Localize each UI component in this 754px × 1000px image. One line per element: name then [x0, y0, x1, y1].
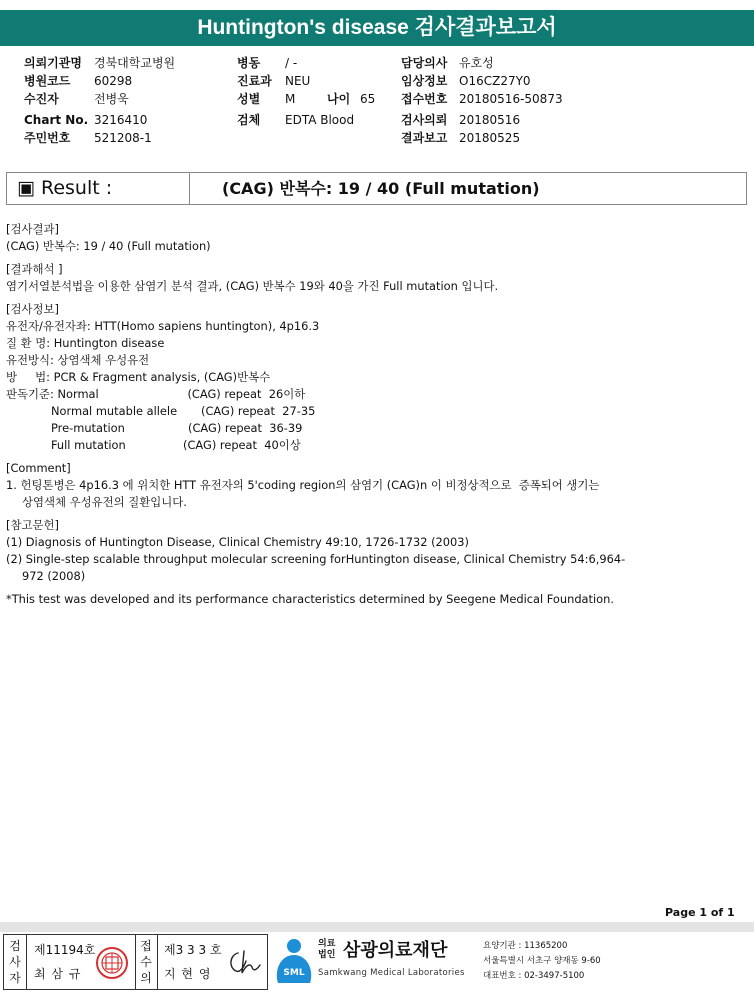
- info-value: O16CZ27Y0: [459, 74, 531, 88]
- criteria-range: (CAG) repeat 26이하: [187, 387, 306, 401]
- info-value: 20180516: [459, 113, 521, 127]
- info-row: [401, 111, 520, 129]
- receiver-label-char: 접: [140, 939, 152, 953]
- inheritance-mode: 유전방식: 상염색체 우성유전: [6, 353, 150, 367]
- comment-line: 상염색체 우성유전의 질환입니다.: [22, 495, 187, 509]
- info-key: Chart No.: [24, 113, 89, 127]
- info-row: [237, 90, 295, 108]
- criteria-row: [6, 420, 748, 437]
- disease-name: 질 환 명: Huntington disease: [6, 336, 165, 350]
- test-method: 방 법: PCR & Fragment analysis, (CAG)반복수: [6, 370, 271, 384]
- info-row: [237, 111, 354, 129]
- info-row: [401, 129, 520, 147]
- info-key: 나이: [327, 92, 351, 106]
- institution-code: 요양기관 : 11365200: [483, 941, 568, 951]
- reference-item: (1) Diagnosis of Huntington Disease, Clinical Chemistry 49:10, 1726-1732 (2003): [6, 535, 469, 549]
- report-title: Huntington's disease 검사결과보고서: [0, 10, 754, 46]
- criteria-name: Pre-mutation: [51, 421, 125, 435]
- disclaimer: *This test was developed and its performance characteristics determined by Seegene Medical Foundation.: [6, 592, 614, 606]
- criteria-row: [6, 403, 748, 420]
- info-value: 521208-1: [94, 131, 152, 145]
- result-value: (CAG) 반복수: 19 / 40 (Full mutation): [222, 179, 540, 198]
- info-key: 검체: [237, 113, 261, 127]
- patient-info: [0, 54, 754, 150]
- result-label: ▣ Result :: [17, 177, 113, 199]
- receiver-name: 지 현 영: [164, 967, 212, 981]
- info-key: 진료과: [237, 74, 272, 88]
- org-prefix-line: 법인: [318, 950, 336, 960]
- info-key: 임상정보: [401, 74, 448, 88]
- org-prefix: [318, 939, 335, 961]
- examiner-label-char: 사: [9, 955, 21, 969]
- info-row: [24, 54, 175, 72]
- sml-logo-icon: [272, 937, 316, 985]
- info-value: NEU: [285, 74, 311, 88]
- reference-item: (2) Single-step scalable throughput molecular screening forHuntington disease, Clinical Chemistry 54:6,964-: [6, 552, 626, 566]
- signature-box: [3, 934, 268, 990]
- organization-name: 삼광의료재단: [343, 940, 448, 961]
- info-value: 유호성: [459, 56, 494, 70]
- comment-line: 1. 헌팅톤병은 4p16.3 에 위치한 HTT 유전자의 5'coding region의 삼염기 (CAG)n 이 비정상적으로 증폭되어 생기는: [6, 478, 600, 492]
- info-value: 60298: [94, 74, 133, 88]
- criteria-name: Normal: [57, 387, 99, 401]
- receiver-label-char: 수: [140, 955, 152, 969]
- interpretation-text: 염기서열분석법을 이용한 삼염기 분석 결과, (CAG) 반복수 19와 40을 가진 Full mutation 입니다.: [6, 279, 499, 293]
- info-key: 접수번호: [401, 92, 448, 106]
- receiver-number: 제3 3 3 호: [164, 943, 222, 957]
- info-key: 주민번호: [24, 131, 71, 145]
- info-key: 결과보고: [401, 131, 448, 145]
- logo-text: SML: [283, 968, 305, 978]
- examiner-label-char: 자: [9, 971, 21, 985]
- org-prefix-line: 의료: [318, 939, 336, 949]
- section-header-result: [검사결과]: [6, 222, 59, 236]
- info-value: 65: [360, 92, 376, 106]
- criteria-range: (CAG) repeat 40이상: [183, 438, 301, 452]
- page-number: Page 1 of 1: [665, 906, 735, 919]
- section-header-test-info: [검사정보]: [6, 302, 59, 316]
- info-key: 성별: [237, 92, 261, 106]
- criteria-prefix: 판독기준:: [6, 387, 58, 401]
- examiner-label: [4, 935, 26, 989]
- info-row: [237, 54, 297, 72]
- criteria-name: Full mutation: [51, 438, 126, 452]
- organization-block: [270, 934, 754, 990]
- info-key: 병동: [237, 56, 261, 70]
- criteria-name: Normal mutable allele: [51, 404, 178, 418]
- info-value: 경북대학교병원: [94, 56, 176, 70]
- info-value: 20180516-50873: [459, 92, 563, 106]
- info-value: 20180525: [459, 131, 521, 145]
- organization-address: 서울특별시 서초구 양재동 9-60: [483, 956, 601, 966]
- result-summary-box: [6, 172, 747, 205]
- section-header-comment: [Comment]: [6, 461, 71, 475]
- info-row: [24, 72, 132, 90]
- criteria-row: [6, 437, 748, 454]
- info-row: [24, 129, 152, 147]
- report-body: [6, 221, 748, 608]
- section-header-interpretation: [결과해석 ]: [6, 262, 63, 276]
- handwritten-signature-icon: [226, 947, 262, 977]
- examiner-label-char: 검: [9, 939, 21, 953]
- info-row: [401, 54, 494, 72]
- organization-phone: 대표번호 : 02-3497-5100: [483, 971, 585, 981]
- info-key: 검사의뢰: [401, 113, 448, 127]
- footer-divider: [0, 922, 754, 932]
- reference-item-cont: 972 (2008): [22, 569, 86, 583]
- seal-stamp-icon: [94, 945, 130, 981]
- criteria-row: [6, 386, 748, 403]
- info-value: 전병욱: [94, 92, 129, 106]
- info-key: 병원코드: [24, 74, 71, 88]
- info-row: [401, 90, 563, 108]
- gene-info: 유전자/유전자좌: HTT(Homo sapiens huntington), 4p16.3: [6, 319, 320, 333]
- info-row: [401, 72, 531, 90]
- criteria-range: (CAG) repeat 27-35: [201, 404, 316, 418]
- info-value: 3216410: [94, 113, 148, 127]
- info-key: 담당의사: [401, 56, 448, 70]
- result-divider: [189, 173, 190, 204]
- info-value: EDTA Blood: [285, 113, 355, 127]
- info-value: / -: [285, 56, 298, 70]
- section-header-references: [참고문헌]: [6, 518, 59, 532]
- info-key: 수진자: [24, 92, 59, 106]
- info-key: 의뢰기관명: [24, 56, 82, 70]
- organization-english-name: Samkwang Medical Laboratories: [318, 968, 465, 978]
- examiner-number: 제11194호: [34, 943, 96, 957]
- receiver-label-char: 의: [140, 971, 152, 985]
- examiner-name: 최 삼 규: [34, 967, 82, 981]
- info-row: [237, 72, 310, 90]
- criteria-range: (CAG) repeat 36-39: [188, 421, 303, 435]
- info-row: [24, 111, 147, 129]
- receiver-label: [135, 935, 157, 989]
- info-row-age: [327, 90, 375, 108]
- result-text: (CAG) 반복수: 19 / 40 (Full mutation): [6, 239, 211, 253]
- info-value: M: [285, 92, 296, 106]
- info-row: [24, 90, 129, 108]
